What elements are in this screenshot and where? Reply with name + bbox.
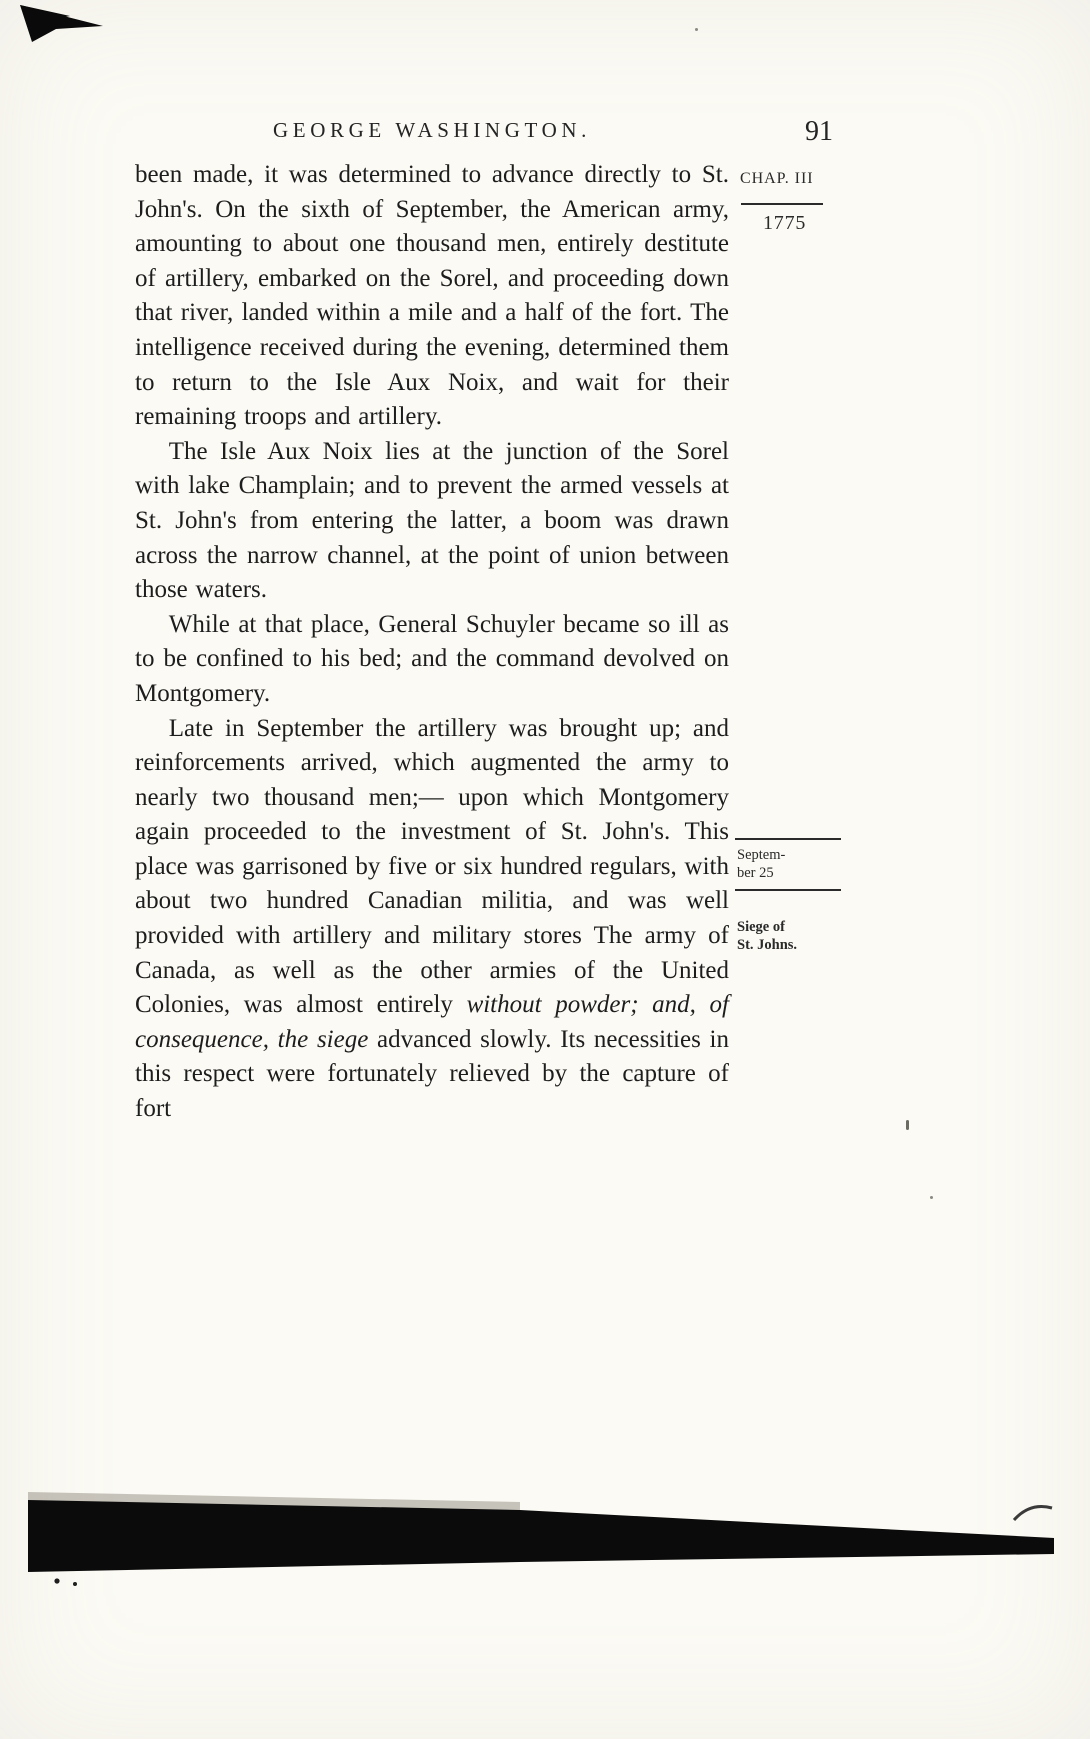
margin-note-chapter: CHAP. III xyxy=(740,170,814,187)
page-header xyxy=(135,118,729,143)
margin-note-siege-line1: Siege of xyxy=(737,919,785,935)
scan-artifact-top-left xyxy=(0,0,140,60)
margin-note-year: 1775 xyxy=(763,212,807,234)
paragraph-4-italic-text: without powder; and, of consequence, the siege xyxy=(135,991,729,1053)
margin-note-date xyxy=(737,846,785,882)
margin-note-siege-line2: St. Johns. xyxy=(737,937,798,953)
margin-rule xyxy=(741,203,823,205)
paragraph-4 xyxy=(135,712,729,1127)
paragraph-4-text-start: Late in September the artillery was brought up; and reinforcements arrived, which augmented the army to nearly two thousand men;— upon which Montgomery again proceeded to the investment of St. John's. This place was garrisoned by five or six hundred regulars, with about two hundred Canadian militia, and was well provided with artillery and military stores The army of Canada, as well as the other armies of the United Colonies, was almost entirely xyxy=(135,714,729,1019)
body-text xyxy=(135,158,729,1127)
paragraph-3: While at that place, General Schuyler became so ill as to be confined to his bed; and the command devolved on Montgomery. xyxy=(135,610,729,707)
scan-speck xyxy=(906,1120,909,1130)
scan-speck xyxy=(695,28,698,31)
paragraph-4-text-end: advanced slowly. Its necessities in this respect were fortunately relieved by the capture of fort xyxy=(135,1025,729,1123)
margin-note-date-line1: Septem- xyxy=(737,847,786,863)
paragraph-2: The Isle Aux Noix lies at the junction of the Sorel with lake Champlain; and to prevent the armed vessels at St. John's from entering the latter, a boom was drawn across the narrow channel, at the point of union between those waters. xyxy=(135,437,729,604)
margin-note-date-line2: ber 25 xyxy=(737,865,774,881)
scan-speck xyxy=(930,1196,933,1199)
margin-note-siege xyxy=(737,918,797,954)
page-number: 91 xyxy=(805,116,833,147)
margin-rule xyxy=(735,889,841,891)
scan-artifact-bottom-band xyxy=(0,1460,1090,1640)
margin-rule xyxy=(735,838,841,840)
paragraph-1: been made, it was determined to advance directly to St. John's. On the sixth of September, the American army, amounting to about one thousand men, entirely destitute of artillery, embarked on the Sorel, and proceeding down that river, landed within a mile and a half of the fort. The intelligence received during the evening, determined them to return to the Isle Aux Noix, and wait for their remaining troops and artillery. xyxy=(135,161,729,431)
running-title: GEORGE WASHINGTON. xyxy=(272,118,592,142)
